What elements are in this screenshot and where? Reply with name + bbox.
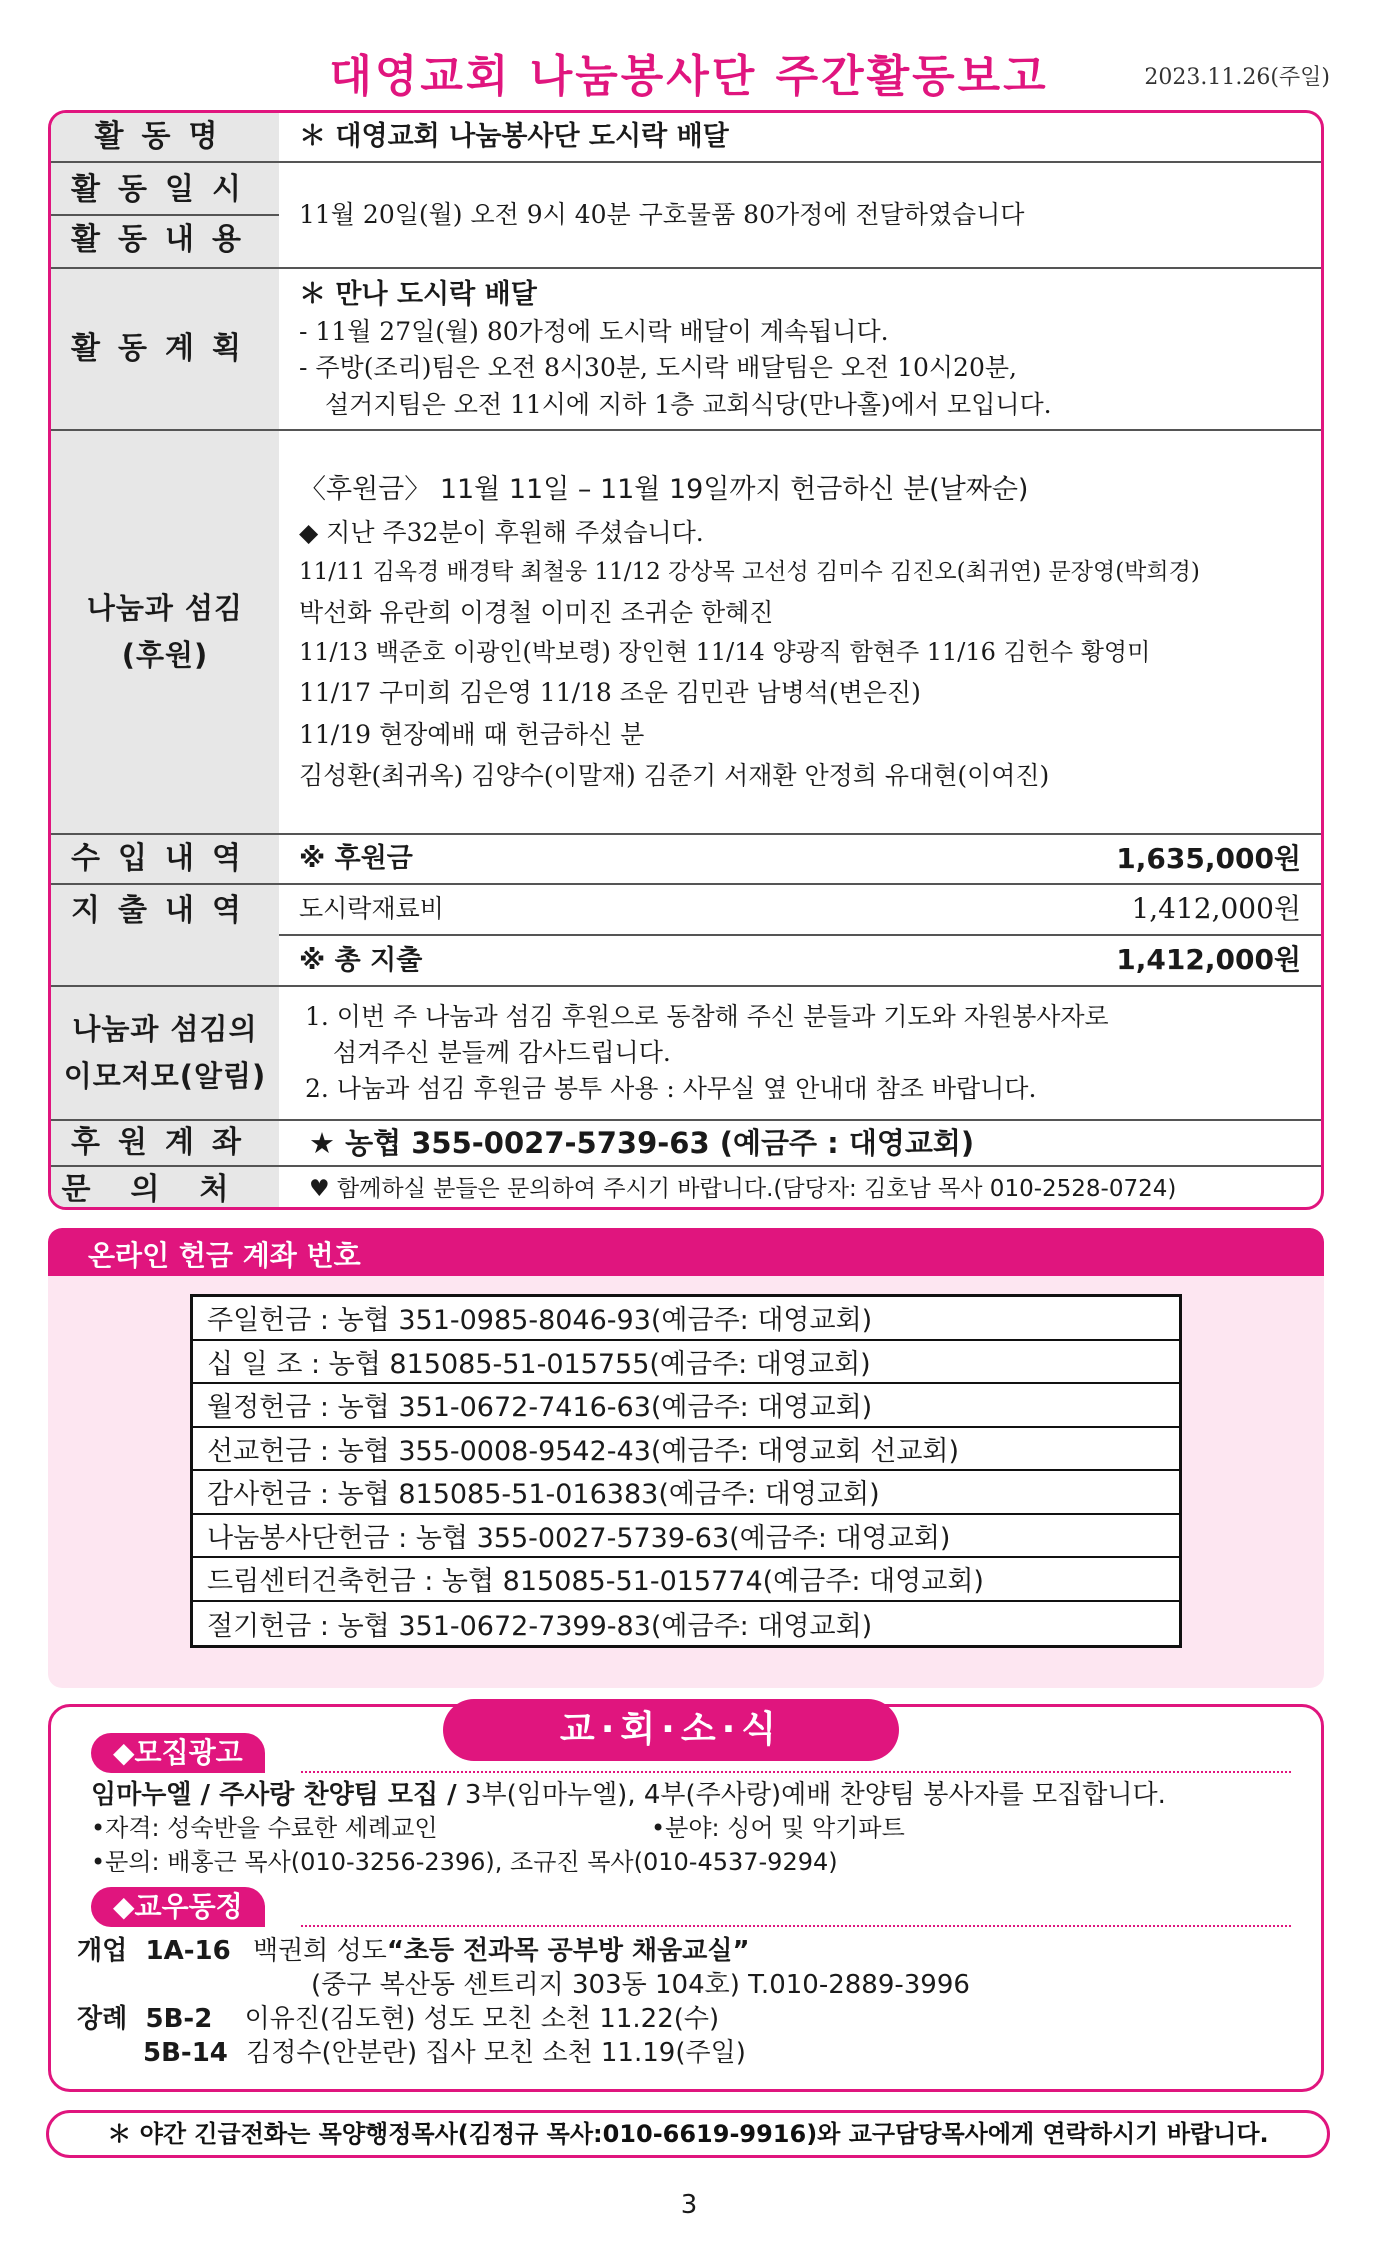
opening-label: 개업 xyxy=(77,1936,128,1966)
activity-time-label xyxy=(51,163,279,267)
activity-plan-label: 활동계획 xyxy=(51,269,279,429)
recruit-headline xyxy=(91,1779,1166,1813)
contact-value: ♥ 함께하실 분들은 문의하여 주시기 바랍니다.(담당자: 김호남 목사 010-2528-0724) xyxy=(309,1176,1177,1203)
report-date: 2023.11.26(주일) xyxy=(1144,65,1330,90)
recruit-headline-rest: 3부(임마누엘), 4부(주사랑)예배 찬양팀 봉사자를 모집합니다. xyxy=(456,1780,1166,1810)
expense-total-row xyxy=(279,934,1321,985)
funeral1-code: 5B-2 xyxy=(145,2004,213,2034)
funeral2-text: 김정수(안분란) 집사 모친 소천 11.19(주일) xyxy=(246,2038,746,2068)
donors-label xyxy=(51,431,279,833)
activity-time-row xyxy=(51,163,1321,269)
notes-line-3: 2. 나눔과 섬김 후원금 봉투 사용 : 사무실 옆 안내대 참조 바랍니다. xyxy=(305,1074,1037,1104)
account-row-2: 십 일 조 : 농협 815085-51-015755(예금주: 대영교회) xyxy=(193,1341,1179,1385)
plan-line-4: 설거지팀은 오전 11시에 지하 1층 교회식당(만나홀)에서 모입니다. xyxy=(325,389,1052,419)
income-money xyxy=(299,839,1301,880)
activity-name-value: ＊ 대영교회 나눔봉사단 도시락 배달 xyxy=(299,121,729,153)
opening-business: “초등 전과목 공부방 채움교실” xyxy=(386,1936,750,1966)
opening-person: 백권희 성도 xyxy=(252,1936,387,1966)
account-row-3: 월정헌금 : 농협 351-0672-7416-63(예금주: 대영교회) xyxy=(193,1384,1179,1428)
weekly-report-table xyxy=(48,110,1324,1210)
expense-row xyxy=(51,885,1321,987)
recruit-field: •분야: 싱어 및 악기파트 xyxy=(651,1814,905,1842)
expense-item: 도시락재료비 xyxy=(299,894,444,924)
expense-content xyxy=(279,885,1321,985)
donors-line-1: 〈후원금〉 11월 11일 – 11월 19일까지 헌금하신 분(날짜순) xyxy=(299,473,1029,505)
members-divider xyxy=(301,1925,1291,1927)
account-row-5: 감사헌금 : 농협 815085-51-016383(예금주: 대영교회) xyxy=(193,1471,1179,1515)
donors-line-6: 11/17 구미희 김은영 11/18 조운 김민관 남병석(변은진) xyxy=(299,678,921,708)
funeral2-code: 5B-14 xyxy=(143,2038,228,2068)
notes-content xyxy=(279,987,1321,1119)
notes-line-1: 1. 이번 주 나눔과 섬김 후원으로 동참해 주신 분들과 기도와 자원봉사자로 xyxy=(305,1001,1109,1031)
page-number: 3 xyxy=(680,2190,698,2220)
income-amount: 1,635,000원 xyxy=(1116,841,1301,875)
funeral-label: 장례 xyxy=(77,2004,128,2034)
donors-row xyxy=(51,431,1321,835)
account-row xyxy=(51,1121,1321,1167)
recruit-qualification: •자격: 성숙반을 수료한 세례교인 xyxy=(91,1814,438,1842)
income-content xyxy=(279,835,1321,883)
account-value: ★ 농협 355-0027-5739-63 (예금주 : 대영교회) xyxy=(309,1125,975,1160)
online-giving-section xyxy=(48,1228,1324,1688)
notes-label-1: 나눔과 섬김의 xyxy=(72,1011,258,1046)
account-row-6: 나눔봉사단헌금 : 농협 355-0027-5739-63(예금주: 대영교회) xyxy=(193,1515,1179,1559)
donors-line-5: 11/13 백준호 이광인(박보령) 장인현 11/14 양광직 함현주 11/16 김헌수 황영미 xyxy=(299,637,1151,666)
donors-line-3: 11/11 김옥경 배경탁 최철웅 11/12 강상목 고선성 김미수 김진오(최귀연) 문장영(박희경) xyxy=(299,558,1200,585)
income-row xyxy=(51,835,1321,885)
contact-row xyxy=(51,1167,1321,1210)
activity-time-value: 11월 20일(월) 오전 9시 40분 구호물품 80가정에 전달하였습니다 xyxy=(299,199,1025,229)
income-item: ※ 후원금 xyxy=(299,843,413,875)
church-news-title: 교·회·소·식 xyxy=(443,1699,899,1761)
activity-content-label: 활동내용 xyxy=(51,214,279,265)
contact-label: 문의처 xyxy=(51,1167,279,1210)
online-accounts-table xyxy=(190,1294,1182,1648)
donors-line-8: 김성환(최귀옥) 김양수(이말재) 김준기 서재환 안정희 유대현(이여진) xyxy=(299,760,1050,790)
notes-label-2: 이모저모(알림) xyxy=(63,1059,267,1093)
income-label: 수입내역 xyxy=(51,835,279,883)
expense-total-amount: 1,412,000원 xyxy=(1116,943,1301,977)
notes-line-2: 섬겨주신 분들께 감사드립니다. xyxy=(333,1037,671,1067)
activity-plan-content xyxy=(279,269,1321,429)
members-tag: ◆교우동정 xyxy=(91,1887,265,1927)
donors-line-2: ◆ 지난 주32분이 후원해 주셨습니다. xyxy=(299,518,704,548)
expense-label: 지출내역 xyxy=(51,885,279,985)
church-news-section xyxy=(48,1704,1324,2092)
page-title: 대영교회 나눔봉사단 주간활동보고 xyxy=(329,51,1049,102)
expense-total-item: ※ 총 지출 xyxy=(299,944,423,976)
funeral-line-2 xyxy=(143,2037,746,2071)
emergency-notice: ＊ 야간 긴급전화는 목양행정목사(김정규 목사:010-6619-9916)와 교구담당목사에게 연락하시기 바랍니다. xyxy=(46,2110,1330,2158)
activity-name-label: 활동명 xyxy=(51,113,279,161)
expense-item-row xyxy=(279,885,1321,934)
opening-line xyxy=(77,1935,750,1969)
recruit-inquiry: •문의: 배홍근 목사(010-3256-2396), 조규진 목사(010-4537-9294) xyxy=(91,1848,838,1876)
plan-line-3: - 주방(조리)팀은 오전 8시30분, 도시락 배달팀은 오전 10시20분, xyxy=(299,353,1017,383)
plan-line-1: ＊ 만나 도시락 배달 xyxy=(299,279,537,311)
online-giving-title: 온라인 헌금 계좌 번호 xyxy=(48,1228,1324,1276)
donors-label-2: (후원) xyxy=(121,638,209,672)
notes-label xyxy=(51,987,279,1119)
activity-name-row xyxy=(51,113,1321,163)
recruit-headline-bold: 임마누엘 / 주사랑 찬양팀 모집 / xyxy=(91,1780,457,1810)
expense-amount: 1,412,000원 xyxy=(1131,892,1301,926)
plan-line-2: - 11월 27일(월) 80가정에 도시락 배달이 계속됩니다. xyxy=(299,317,889,347)
opening-address: (중구 복산동 센트리지 303동 104호) T.010-2889-3996 xyxy=(311,1970,970,2000)
account-label: 후원계좌 xyxy=(51,1121,279,1165)
account-row-1: 주일헌금 : 농협 351-0985-8046-93(예금주: 대영교회) xyxy=(193,1297,1179,1341)
account-row-8: 절기헌금 : 농협 351-0672-7399-83(예금주: 대영교회) xyxy=(207,1610,873,1642)
donors-content xyxy=(279,431,1321,833)
account-row-7: 드림센터건축헌금 : 농협 815085-51-015774(예금주: 대영교회) xyxy=(193,1558,1179,1602)
recruit-tag: ◆모집광고 xyxy=(91,1733,265,1773)
donors-label-1: 나눔과 섬김 xyxy=(86,590,244,625)
recruit-divider xyxy=(301,1771,1291,1773)
opening-code: 1A-16 xyxy=(145,1936,231,1966)
account-row-4: 선교헌금 : 농협 355-0008-9542-43(예금주: 대영교회 선교회) xyxy=(193,1428,1179,1472)
funeral-line-1 xyxy=(77,2003,719,2037)
funeral1-text: 이유진(김도현) 성도 모친 소천 11.22(수) xyxy=(244,2004,720,2034)
activity-plan-row xyxy=(51,269,1321,431)
notes-row xyxy=(51,987,1321,1121)
activity-time-label-1: 활동일시 xyxy=(71,171,259,207)
donors-line-7: 11/19 현장예배 때 헌금하신 분 xyxy=(299,719,645,749)
donors-line-4: 박선화 유란희 이경철 이미진 조귀순 한혜진 xyxy=(299,597,774,627)
